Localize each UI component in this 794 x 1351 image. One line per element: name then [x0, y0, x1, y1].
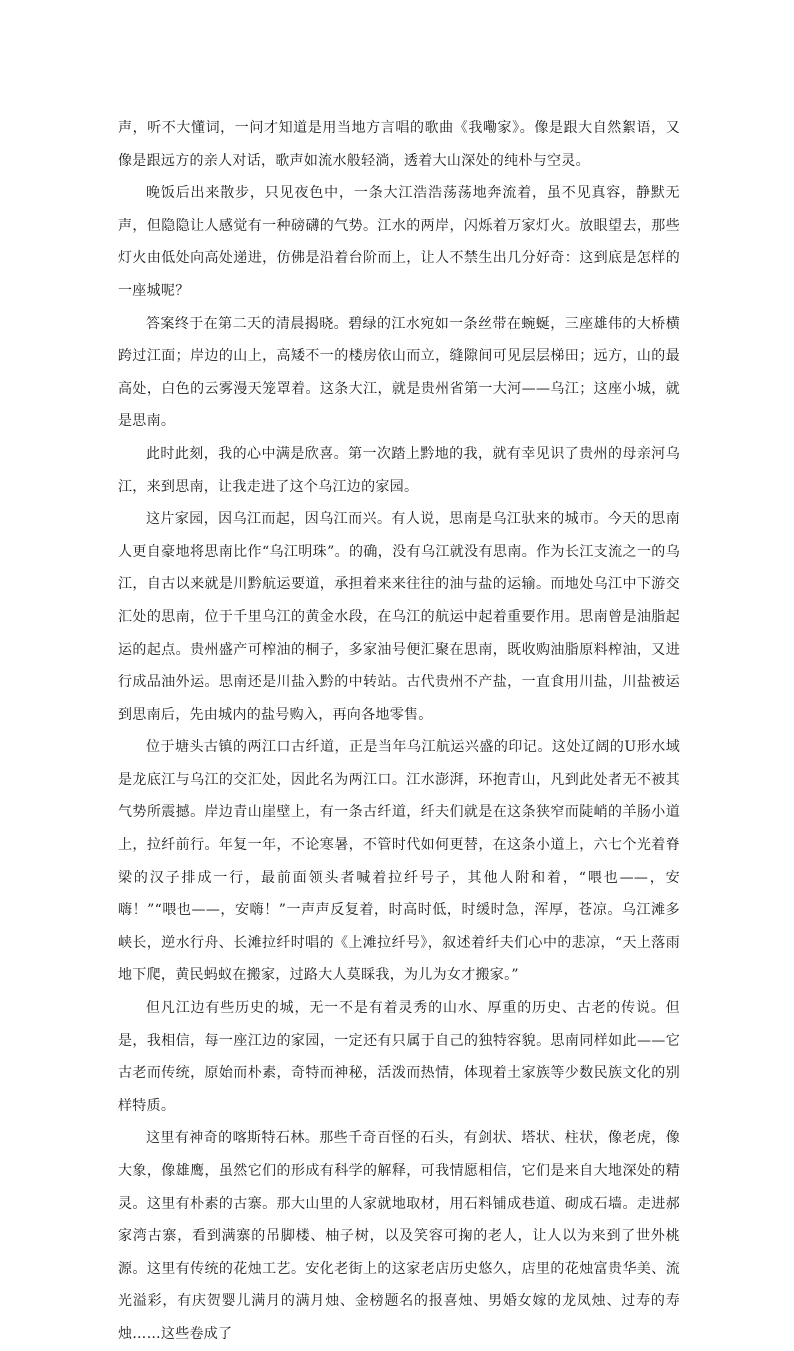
paragraph-3: 答案终于在第二天的清晨揭晓。碧绿的江水宛如一条丝带在蜿蜒，三座雄伟的大桥横跨过江面；岸边的山上，高矮不一的楼房依山而立，缝隙间可见层层梯田；远方，山的最高处，白色的云雾漫天笼罩着。这条大江，就是贵州省第一大河——乌江；这座小城，就是思南。: [118, 315, 680, 430]
paragraph-1: 声，听不大懂词，一问才知道是用当地方言唱的歌曲《我嘞家》。像是跟大自然絮语，又像是跟远方的亲人对话，歌声如流水般轻淌，透着大山深处的纯朴与空灵。: [118, 120, 680, 169]
paragraph-2: 晚饭后出来散步，只见夜色中，一条大江浩浩荡荡地奔流着，虽不见真容，静默无声，但隐隐让人感觉有一种磅礴的气势。江水的两岸，闪烁着万家灯火。放眼望去，那些灯火由低处向高处递进，仿佛是沿着台阶而上，让人不禁生出几分好奇：这到底是怎样的一座城呢？: [118, 185, 680, 299]
paragraph-7: 但凡江边有些历史的城，无一不是有着灵秀的山水、厚重的历史、古老的传说。但是，我相信，每一座江边的家园，一定还有只属于自己的独特容貌。思南同样如此——它古老而传统，原始而朴素，奇特而神秘，活泼而热情，体现着土家族等少数民族文化的别样特质。: [118, 1000, 680, 1114]
paragraph-5: 这片家园，因乌江而起，因乌江而兴。有人说，思南是乌江驮来的城市。今天的思南人更自豪地将思南比作“乌江明珠”。的确，没有乌江就没有思南。作为长江支流之一的乌江，自古以来就是川黔航运要道，承担着来来往往的油与盐的运输。而地处乌江中下游交汇处的思南，位于千里乌江的黄金水段，在乌江的航运中起着重要作用。思南曾是油脂起运的起点。贵州盛产可榨油的桐子，多家油号便汇聚在思南，既收购油脂原料榨油，又进行成品油外运。思南还是川盐入黔的中转站。古代贵州不产盐，一直食用川盐，川盐被运到思南后，先由城内的盐号购入，再向各地零售。: [118, 511, 680, 723]
paragraph-6: 位于塘头古镇的两江口古纤道，正是当年乌江航运兴盛的印记。这处辽阔的U形水域是龙底江与乌江的交汇处，因此名为两江口。江水澎湃，环抱青山，凡到此处者无不被其气势所震撼。岸边青山崖壁上，有一条古纤道，纤夫们就是在这条狭窄而陡峭的羊肠小道上，拉纤前行。年复一年，不论寒暑，不管时代如何更替，在这条小道上，六七个光着脊梁的汉子排成一行，最前面领头者喊着拉纤号子，其他人附和着，“喂也——，安嗨！”“喂也——，安嗨！”一声声反复着，时高时低，时缓时急，浑厚，苍凉。乌江滩多峡长，逆水行舟、长滩拉纤时唱的《上滩拉纤号》，叙述着纤夫们心中的悲凉，“天上落雨地下爬，黄民蚂蚁在搬家，过路大人莫睬我，为儿为女才搬家。”: [118, 739, 680, 984]
paragraph-4: 此时此刻，我的心中满是欣喜。第一次踏上黔地的我，就有幸见识了贵州的母亲河乌江，来到思南，让我走进了这个乌江边的家园。: [118, 445, 680, 495]
paragraph-8: 这里有神奇的喀斯特石林。那些千奇百怪的石头，有剑状、塔状、柱状，像老虎，像大象，像雄鹰，虽然它们的形成有科学的解释，可我情愿相信，它们是来自大地深处的精灵。这里有朴素的古寨。那大山里的人家就地取材，用石料铺成巷道、砌成石墙。走进郝家湾古寨，看到满寨的吊脚楼、柚子树，以及笑容可掬的老人，让人以为来到了世外桃源。这里有传统的花烛工艺。安化老街上的这家老店历史悠久，店里的花烛富贵华美、流光溢彩，有庆贺婴儿满月的满月烛、金榜题名的报喜烛、男婚女嫁的龙凤烛、过寿的寿烛……这些卷成了: [118, 1130, 680, 1342]
article-body: [118, 112, 680, 1351]
